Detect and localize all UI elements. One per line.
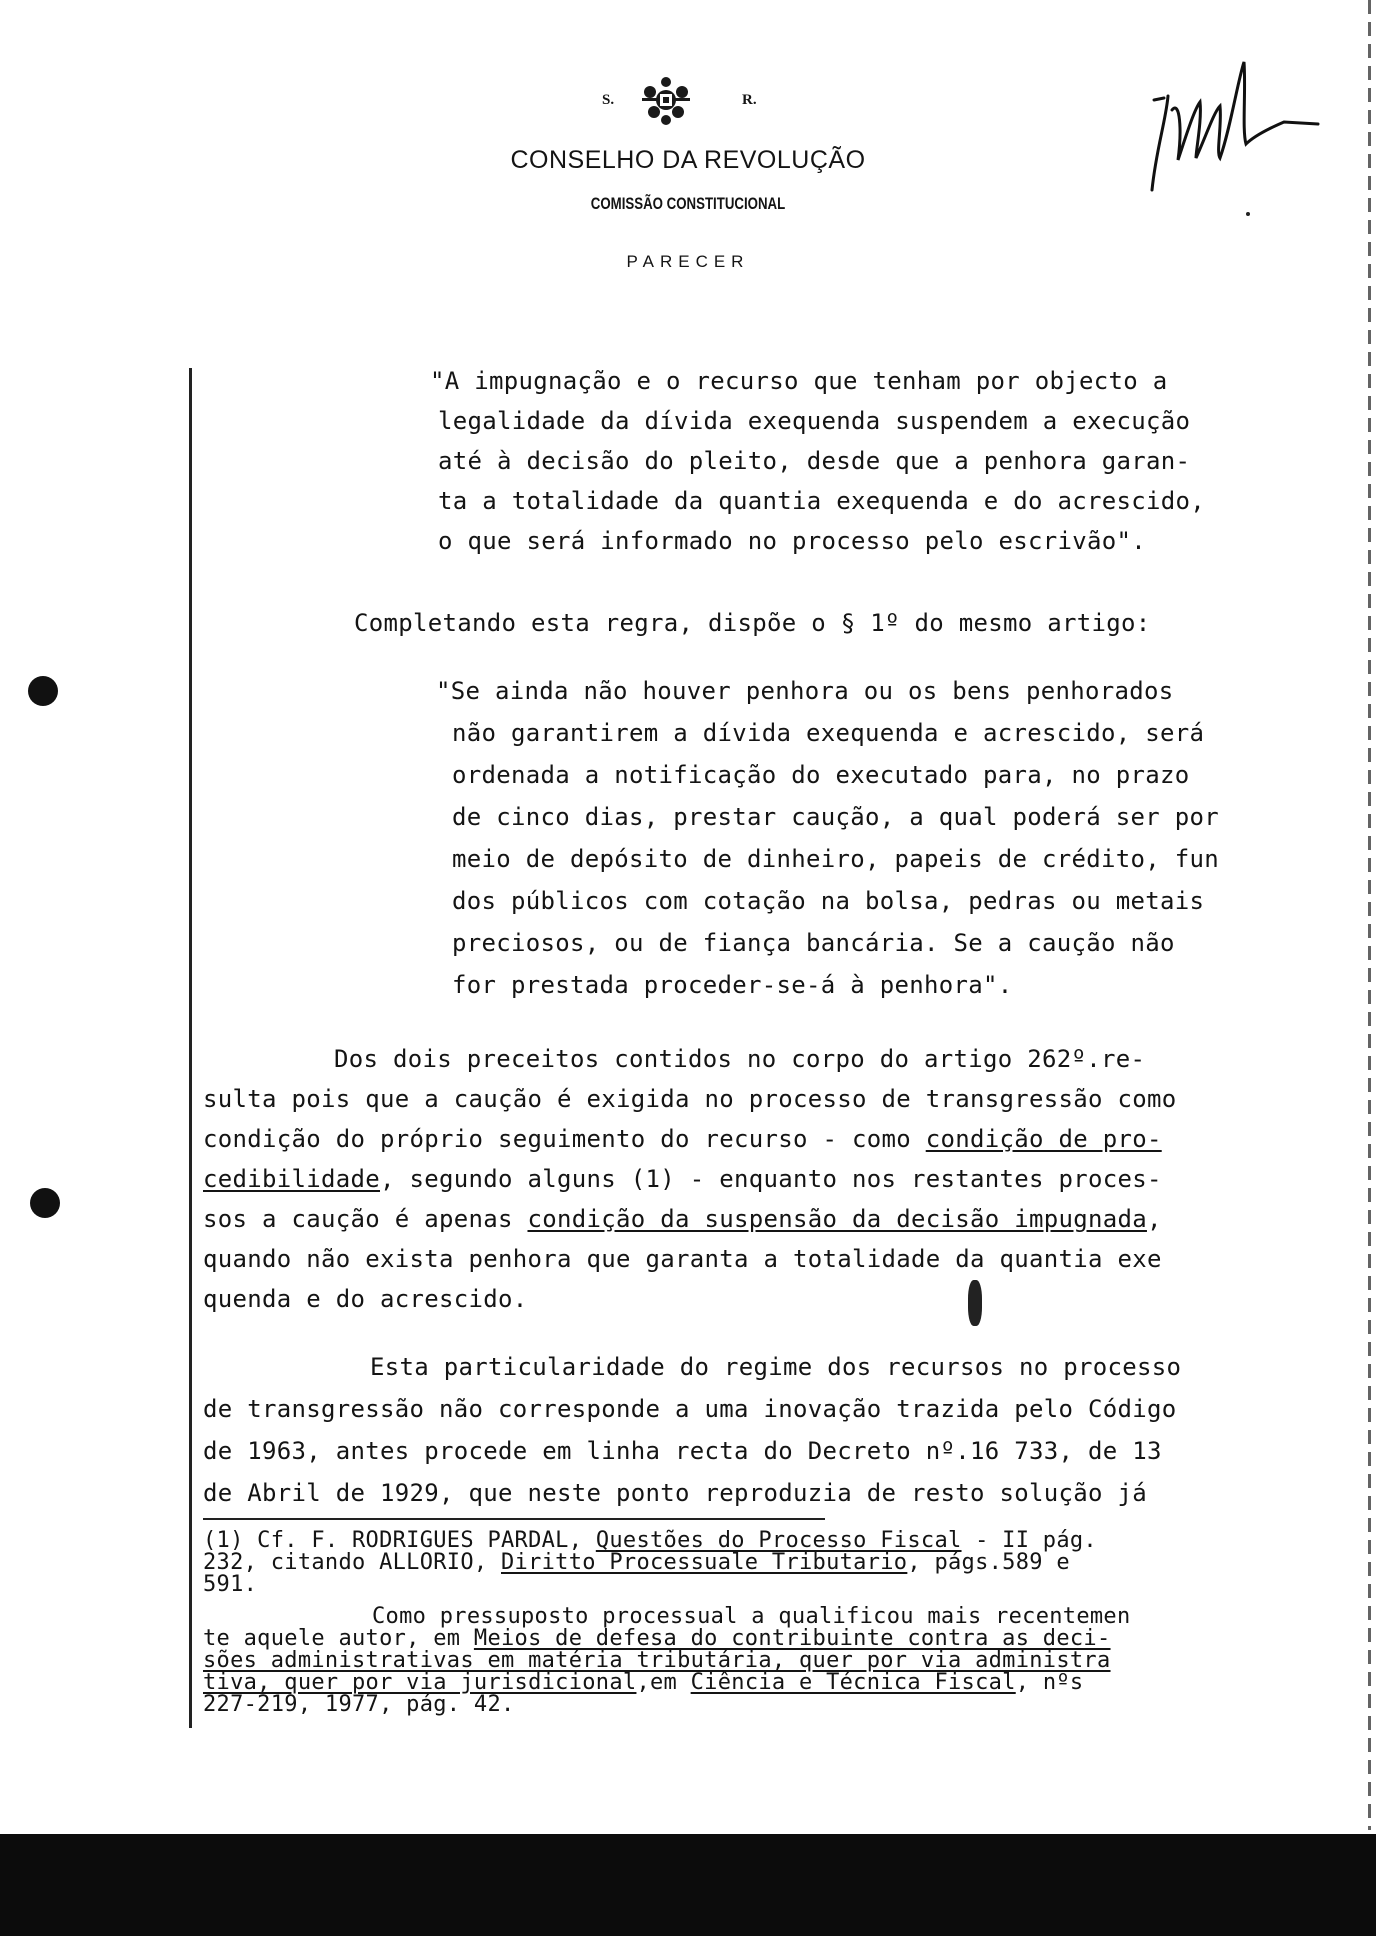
para1-line: quenda e do acrescido. <box>203 1285 528 1313</box>
handwritten-signature <box>1150 40 1330 200</box>
quote1-line: "A impugnação e o recurso que tenham por objecto a <box>430 367 1168 395</box>
footnote-line: (1) Cf. F. RODRIGUES PARDAL, Questões do Processo Fiscal - II pág. <box>203 1528 1097 1553</box>
para1-line: Dos dois preceitos contidos no corpo do artigo 262º.re- <box>334 1045 1146 1073</box>
para2-line: de Abril de 1929, que neste ponto reproduzia de resto solução já <box>203 1479 1147 1507</box>
underlined-term: condição de pro- <box>925 1125 1162 1153</box>
para1-line: cedibilidade, segundo alguns (1) - enquanto nos restantes proces- <box>203 1165 1162 1193</box>
coat-of-arms-seal <box>636 70 696 130</box>
para1-line: sos a caução é apenas condição da suspensão da decisão impugnada, <box>203 1205 1162 1233</box>
quote2-line: não garantirem a dívida exequenda e acrescido, será <box>452 719 1205 747</box>
ink-speck <box>1246 212 1250 216</box>
quote1-line: o que será informado no processo pelo escrivão". <box>438 527 1146 555</box>
footnote-line: 591. <box>203 1572 258 1597</box>
quote2-line: de cinco dias, prestar caução, a qual poderá ser por <box>452 803 1219 831</box>
quote1-line: até à decisão do pleito, desde que a penhora garan- <box>438 447 1191 475</box>
scan-bottom-border <box>0 1834 1376 1936</box>
underlined-term: cedibilidade <box>203 1165 380 1193</box>
quote1-line: legalidade da dívida exequenda suspendem a execução <box>438 407 1191 435</box>
scan-edge <box>1368 0 1371 1830</box>
ink-blot <box>968 1280 982 1326</box>
quote2-line: "Se ainda não houver penhora ou os bens penhorados <box>436 677 1174 705</box>
para1-line: sulta pois que a caução é exigida no processo de transgressão como <box>203 1085 1177 1113</box>
footnote-line: te aquele autor, em Meios de defesa do contribuinte contra as deci- <box>203 1626 1111 1651</box>
council-title: CONSELHO DA REVOLUÇÃO <box>510 146 866 174</box>
quote2-line: meio de depósito de dinheiro, papeis de crédito, fun <box>452 845 1219 873</box>
punch-hole <box>30 1188 60 1218</box>
underlined-term: condição da suspensão da decisão impugnada <box>527 1205 1147 1233</box>
para2-line: de transgressão não corresponde a uma inovação trazida pelo Código <box>203 1395 1177 1423</box>
margin-rule <box>189 368 192 1728</box>
quote2-line: ordenada a notificação do executado para, no prazo <box>452 761 1190 789</box>
quote2-line: dos públicos com cotação na bolsa, pedras ou metais <box>452 887 1205 915</box>
intro-paragraph: Completando esta regra, dispõe o § 1º do mesmo artigo: <box>354 609 1151 637</box>
commission-subtitle: COMISSÃO CONSTITUCIONAL <box>590 194 786 213</box>
footnote-line: 227-219, 1977, pág. 42. <box>203 1692 515 1717</box>
document-type-heading: PARECER <box>626 252 750 271</box>
para2-line: de 1963, antes procede em linha recta do Decreto nº.16 733, de 13 <box>203 1437 1162 1465</box>
para1-line: condição do próprio seguimento do recurso - como condição de pro- <box>203 1125 1162 1153</box>
crest-right-letter: R. <box>742 92 757 108</box>
punch-hole <box>28 676 58 706</box>
footnote-line: 232, citando ALLORIO, Diritto Processuale Tributario, págs.589 e <box>203 1550 1070 1575</box>
para2-line: Esta particularidade do regime dos recursos no processo <box>370 1353 1182 1381</box>
crest-left-letter: S. <box>602 92 615 108</box>
quote2-line: preciosos, ou de fiança bancária. Se a caução não <box>452 929 1175 957</box>
quote1-line: ta a totalidade da quantia exequenda e do acrescido, <box>438 487 1205 515</box>
footnote-line: sões administrativas em matéria tributária, quer por via administra <box>203 1648 1111 1673</box>
footnote-line: tiva, quer por via jurisdicional,em Ciência e Técnica Fiscal, nºs <box>203 1670 1084 1695</box>
quote2-line: for prestada proceder-se-á à penhora". <box>452 971 1013 999</box>
footnote-separator <box>203 1518 825 1520</box>
footnote-line: Como pressuposto processual a qualificou mais recentemen <box>372 1604 1131 1629</box>
para1-line: quando não exista penhora que garanta a totalidade da quantia exe <box>203 1245 1162 1273</box>
